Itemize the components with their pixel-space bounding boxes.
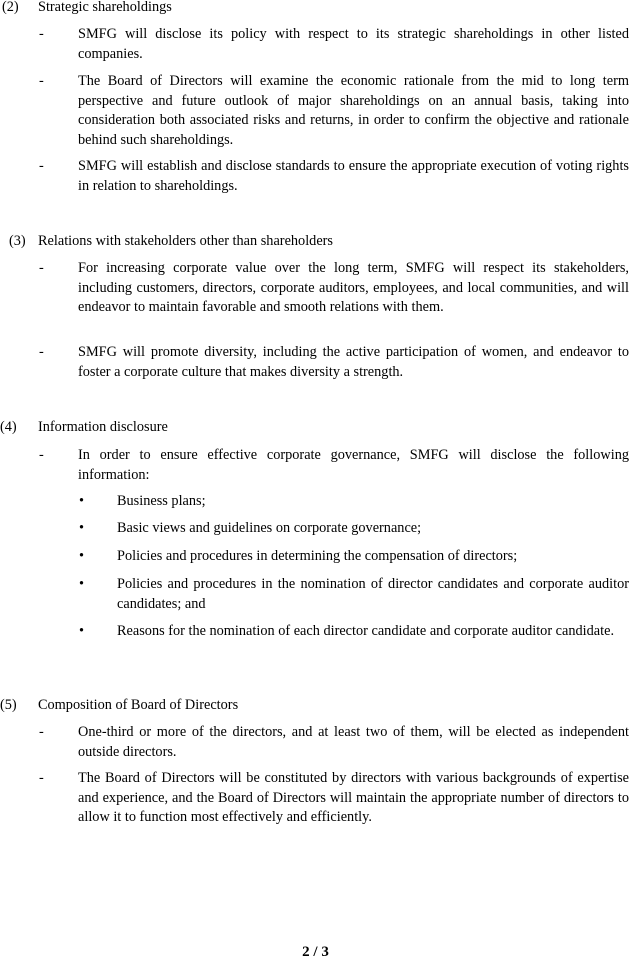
dash-marker: - xyxy=(39,158,44,174)
list-item: SMFG will establish and disclose standards to ensure the appropriate execution of voting rights in relation to shareholdings. xyxy=(78,158,629,194)
section-heading: Information disclosure xyxy=(38,419,168,435)
list-item: SMFG will disclose its policy with respect to its strategic shareholdings in other listed companies. xyxy=(78,26,629,62)
bullet-item: Policies and procedures in the nomination of director candidates and corporate auditor candidates; and xyxy=(117,576,629,612)
bullet-marker: • xyxy=(79,548,85,564)
dash-marker: - xyxy=(39,770,44,786)
dash-marker: - xyxy=(39,26,44,42)
section-number: (5) xyxy=(0,697,17,713)
list-item: The Board of Directors will examine the economic rationale from the mid to long term perspective and future outlook of major shareholdings on an annual basis, taking into consideration both associated risks and returns, in order to confirm the objective and rationale behind such shareholdings. xyxy=(78,73,629,148)
bullet-marker: • xyxy=(79,493,85,509)
section-number: (2) xyxy=(2,0,19,15)
section-heading: Strategic shareholdings xyxy=(38,0,172,15)
dash-marker: - xyxy=(39,724,44,740)
section-heading: Composition of Board of Directors xyxy=(38,697,239,713)
list-item: The Board of Directors will be constituted by directors with various backgrounds of expertise and experience, and the Board of Directors will maintain the appropriate number of directors to allow it to function most effectively and efficiently. xyxy=(78,770,629,825)
list-item: For increasing corporate value over the long term, SMFG will respect its stakeholders, including customers, directors, corporate auditors, employees, and local communities, and will endeavor to maintain favorable and smooth relations with them. xyxy=(78,260,629,315)
bullet-item: Basic views and guidelines on corporate governance; xyxy=(117,520,422,536)
dash-marker: - xyxy=(39,344,44,360)
section-heading: Relations with stakeholders other than shareholders xyxy=(38,233,333,249)
list-item: One-third or more of the directors, and at least two of them, will be elected as independent outside directors. xyxy=(78,724,629,760)
list-item: In order to ensure effective corporate governance, SMFG will disclose the following information: xyxy=(78,447,629,483)
section-number: (4) xyxy=(0,419,17,435)
bullet-item: Business plans; xyxy=(117,493,206,509)
dash-marker: - xyxy=(39,260,44,276)
bullet-marker: • xyxy=(79,576,85,592)
list-item: SMFG will promote diversity, including the active participation of women, and endeavor to foster a corporate culture that makes diversity a strength. xyxy=(78,344,629,380)
dash-marker: - xyxy=(39,447,44,463)
bullet-marker: • xyxy=(79,623,85,639)
bullet-marker: • xyxy=(79,520,85,536)
dash-marker: - xyxy=(39,73,44,89)
bullet-item: Reasons for the nomination of each director candidate and corporate auditor candidate. xyxy=(117,623,615,639)
bullet-item: Policies and procedures in determining the compensation of directors; xyxy=(117,548,518,564)
section-number: (3) xyxy=(9,233,26,249)
page-number: 2 / 3 xyxy=(302,944,329,960)
